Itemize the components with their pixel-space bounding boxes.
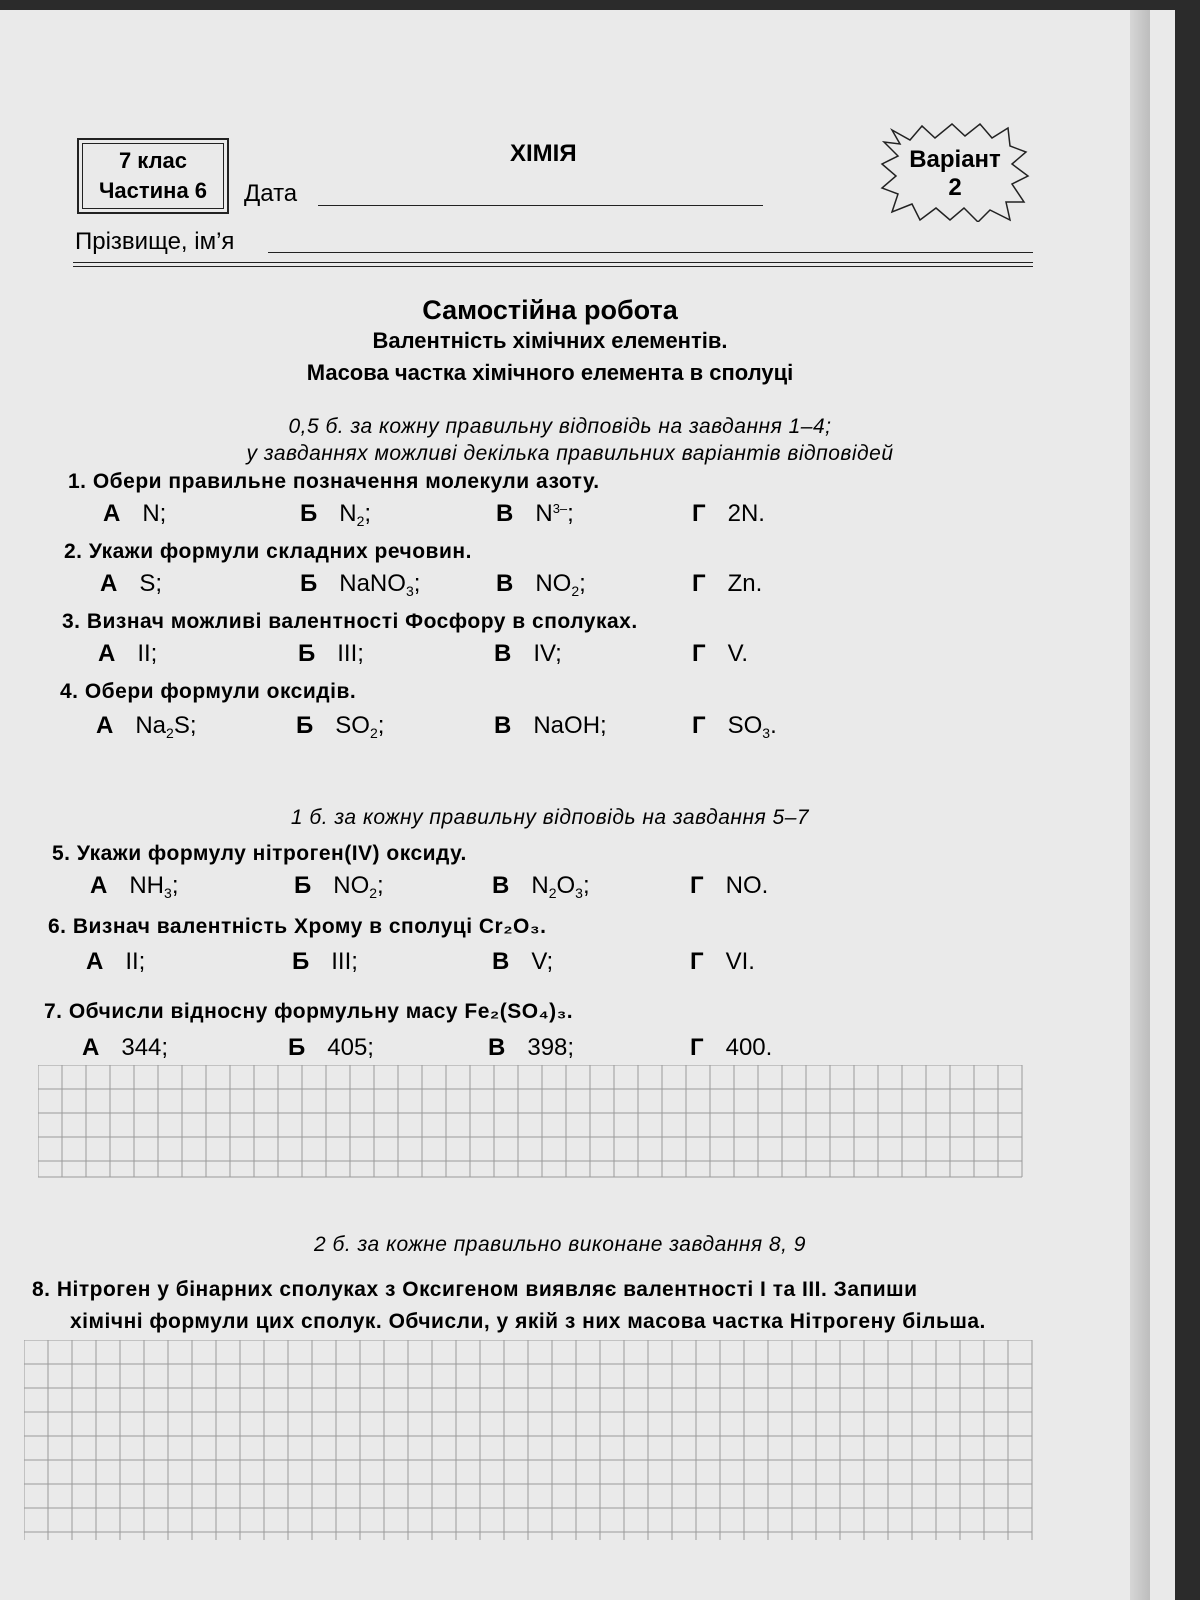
grid-lines [38,1065,1048,1205]
letter: В [494,712,512,739]
letter: А [90,872,108,899]
letter: В [492,948,510,975]
letter: Г [692,500,706,527]
variant-text [880,146,1030,202]
name-label: Прізвище, ім’я [75,228,235,255]
question-4: 4. Обери формули оксидів. [60,680,357,703]
subtitle-line-2: Масова частка хімічного елемента в сполуці [306,360,794,385]
answer-4a[interactable]: А $Na_2S$; [96,712,197,741]
letter: В [488,1034,506,1061]
letter: Б [300,500,318,527]
answer-grid-8[interactable] [24,1340,1054,1545]
letter: А [82,1034,100,1061]
variant-label: Варіант [909,146,1001,173]
letter: Г [690,1034,704,1061]
letter: Б [294,872,312,899]
grade-label: 7 клас [118,148,188,173]
question-6: 6. Визнач валентність Хрому в сполуці Cr₂O₃. [48,915,547,938]
variant-number: 2 [948,174,962,201]
grade-box [77,138,229,214]
answer-7c[interactable]: В 398; [488,1034,575,1061]
letter: А [98,640,116,667]
answer-7a[interactable]: А 344; [82,1034,169,1061]
letter: А [86,948,104,975]
letter: В [494,640,512,667]
part-label: Частина 6 [98,178,208,203]
letter: А [103,500,121,527]
answer-2a[interactable]: А S; [100,570,163,597]
date-field[interactable] [318,205,763,206]
scoring-note-1: 0,5 б. за кожну правильну відповідь на завдання 1–4; [288,415,832,438]
letter: Б [292,948,310,975]
name-field[interactable] [268,252,1033,253]
subject-title: ХІМІЯ [510,140,577,167]
letter: Б [298,640,316,667]
question-8-line-2: хімічні формули цих сполук. Обчисли, у якій з них масова частка Нітрогену більша. [70,1310,986,1333]
letter: А [96,712,114,739]
answer-4c[interactable]: В NaOH; [494,712,607,739]
letter: Г [690,872,704,899]
subtitle-line-1: Валентність хімічних елементів. [372,328,728,353]
answer-3b[interactable]: Б III; [298,640,364,667]
answer-6c[interactable]: В V; [492,948,554,975]
answer-3d[interactable]: Г V. [692,640,749,667]
variant-badge [880,122,1030,222]
question-1: 1. Обери правильне позначення молекули азоту. [68,470,600,493]
question-3: 3. Визнач можливі валентності Фосфору в сполуках. [62,610,638,633]
answer-2d[interactable]: Г Zn. [692,570,763,597]
page-title: Самостійна робота [422,295,678,325]
letter: Г [692,712,706,739]
answer-5b[interactable]: Б $NO_2$; [294,872,384,901]
question-8-line-1: 8. Нітроген у бінарних сполуках з Оксигеном виявляє валентності I та III. Запиши [32,1278,918,1301]
divider [73,262,1033,263]
answer-1d[interactable]: Г 2N. [692,500,765,527]
date-label: Дата [244,180,298,207]
letter: В [492,872,510,899]
answer-3a[interactable]: А II; [98,640,158,667]
grid-lines [24,1340,1054,1540]
answer-6d[interactable]: Г VI. [690,948,755,975]
divider [73,266,1033,267]
answer-6b[interactable]: Б III; [292,948,358,975]
answer-grid-7[interactable] [38,1065,1048,1210]
question-5: 5. Укажи формулу нітроген(IV) оксиду. [52,842,467,865]
letter: Б [288,1034,306,1061]
answer-2c[interactable]: В $NO_2$; [496,570,586,599]
answer-6a[interactable]: А II; [86,948,146,975]
answer-7b[interactable]: Б 405; [288,1034,374,1061]
answer-5a[interactable]: А $NH_3$; [90,872,179,901]
answer-1c[interactable]: В $N^{3-}$; [496,500,574,527]
letter: В [496,500,514,527]
letter: А [100,570,118,597]
letter: Г [690,948,704,975]
answer-7d[interactable]: Г 400. [690,1034,773,1061]
answer-2b[interactable]: Б NaNO$_3$; [300,570,421,599]
letter: Б [300,570,318,597]
answer-1b[interactable]: Б $N_2$; [300,500,372,529]
answer-3c[interactable]: В IV; [494,640,562,667]
answer-5d[interactable]: Г NO. [690,872,769,899]
answer-5c[interactable]: В $N_2O_3$; [492,872,590,901]
scoring-note-3: 2 б. за кожне правильно виконане завдання 8, 9 [314,1233,806,1256]
scoring-note-2: 1 б. за кожну правильну відповідь на завдання 5–7 [290,806,810,829]
question-7: 7. Обчисли відносну формульну масу Fe₂(SO₄)₃. [44,1000,574,1023]
answer-4d[interactable]: Г $SO_3$. [692,712,777,741]
answer-1a[interactable]: А N; [103,500,167,527]
letter: Б [296,712,314,739]
letter: Г [692,570,706,597]
scoring-note-1b: у завданнях можливі декілька правильних варіантів відповідей [246,442,894,465]
page-edge [1130,10,1150,1600]
letter: В [496,570,514,597]
letter: Г [692,640,706,667]
answer-4b[interactable]: Б $SO_2$; [296,712,385,741]
question-2: 2. Укажи формули складних речовин. [64,540,472,563]
